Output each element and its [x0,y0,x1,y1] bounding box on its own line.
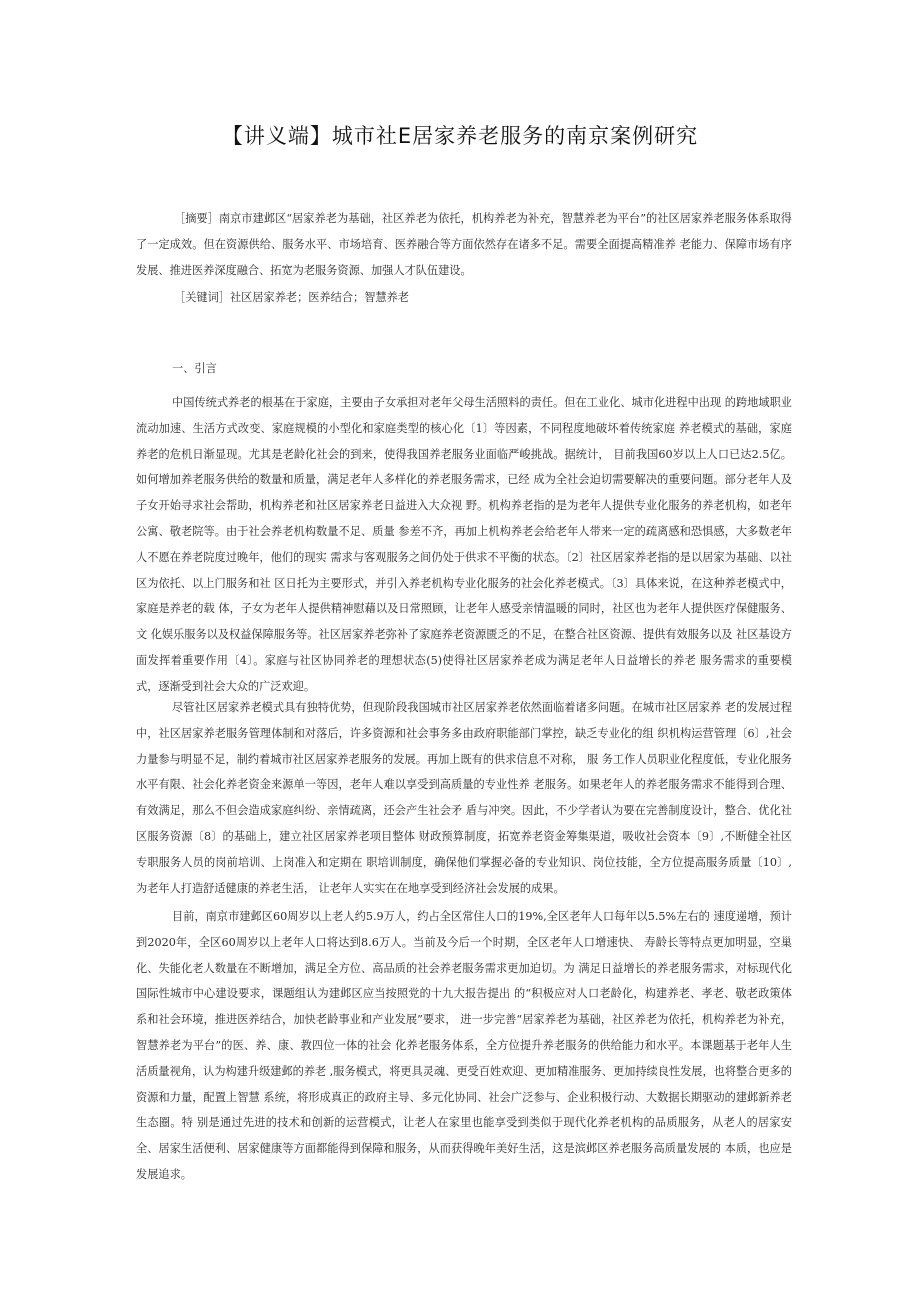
body-paragraph-3: 目前，南京市建邺区60周岁以上老人约5.9万人，约占全区常住人口的19%,全区老年人口每年以5.5%左右的 速度递增，预计到2020年，全区60周岁以上老年人口将达到8.6万人。当前及今后一个时期，全区老年人口增速快、 寿龄长等特点更加明显，空巢化、失能化老人数量在不断增加，满足全方位、高品质的社会养老服务需求更加迫切。为 满足日益增长的养老服务需求，对标现代化国际性城市中心建设要求，课题组认为建邺区应当按照党的十九大报告提出 的“积极应对人口老龄化，构建养老、孝老、敬老政策体系和社会环境，推进医养结合，加快老龄事业和产业发展”要求， 进一步完善“居家养老为基础，社区养老为依托，机构养老为补充，智慧养老为平台”的医、养、康、教四位一体的社会 化养老服务体系，全方位提升养老服务的供给能力和水平。本课题基于老年人生活质量视角，认为构建升级建邺的养老 ,服务模式，将更具灵魂、更受百姓欢迎、更加精准服务、更加持续良性发展，也将整合更多的资源和力量，配置上智慧 系统，将形成真正的政府主导、多元化协同、社会广泛参与、企业积极行动、大数据长期驱动的建邺新养老生态圈。特 别是通过先进的技术和创新的运营模式，让老人在家里也能享受到类似于现代化养老机构的品质服务，从老人的居家安 全、居家生活便利、居家健康等方面都能得到保障和服务，从而获得晚年美好生活，这是滨邺区养老服务高质量发展的 本质，也应是发展追求。 [136,910,792,1181]
document-title: 【讲义端】城市社E居家养老服务的南京案例研究 [221,124,699,148]
keywords: ［关键词］社区居家养老；医养结合；智慧养老 [174,291,409,304]
body-paragraph-2: 尽管社区居家养老模式具有独特优势，但现阶段我国城市社区居家养老依然面临着诸多问题。在城市社区居家养 老的发展过程中，社区居家养老服务管理体制和对落后，许多资源和社会事务多由政府职能部门掌控，缺乏专业化的组 织机构运营管理〔6〕,社会力量参与明显不足，制约着城市社区居家养老服务的发展。再加上既有的供求信息不对称， 服 务工作人员职业化程度低，专业化服务水平有限、社会化养老资金来源单一等因，老年人难以享受到高质量的专业性养 老服务。如果老年人的养老服务需求不能得到合理、有效满足，那么不但会造成家庭纠纷、亲情疏离，还会产生社会矛 盾与冲突。因此，不少学者认为要在完善制度设计，整合、优化社区服务资源〔8〕的基础上，建立社区居家养老项目整体 财政预算制度，拓宽养老资金筹集渠道，吸收社会资本〔9〕,不断健全社区专职服务人员的岗前培训、上岗准入和定期在 职培训制度，确保他们掌握必备的专业知识、岗位技能，全方位提高服务质量〔10〕,为老年人打造舒适健康的养老生活， 让老年人实实在在地享受到经济社会发展的成果。 [136,701,792,895]
abstract: ［摘要］南京市建邺区“居家养老为基础，社区养老为依托，机构养老为补充，智慧养老为平台”的社区居家养老服务体系取得了一定成效。但在资源供给、服务水平、市场培育、医养融合等方面依然存在诸多不足。需要全面提高精准养 老能力、保障市场有序发展、推进医养深度融合、拓宽为老服务资源、加强人才队伍建设。 [136,212,792,277]
body-paragraph-1: 中国传统式养老的根基在于家庭，主要由子女承担对老年父母生活照料的责任。但在工业化、城市化进程中出现 的跨地域职业流动加速、生活方式改变、家庭规模的小型化和家庭类型的核心化〔1〕等因素，不同程度地破坏着传统家庭 养老模式的基础，家庭养老的危机日渐显现。尤其是老龄化社会的到来，使得我国养老服务业面临严峻挑战。据统计， 目前我国60岁以上人口已达2.5亿。如何增加养老服务供给的数量和质量，满足老年人多样化的养老服务需求，已经 成为全社会迫切需要解决的重要问题。部分老年人及子女开始寻求社会帮助，机构养老和社区居家养老日益进入大众视 野。机构养老指的是为老年人提供专业化服务的养老机构，如老年公寓、敬老院等。由于社会养老机构数量不足、质量 参差不齐，再加上机构养老会给老年人带来一定的疏离感和恐惧感，大多数老年人不愿在养老院度过晚年，他们的现实 需求与客观服务之间仍处于供求不平衡的状态。〔2〕社区居家养老指的是以居家为基础、以社区为依托、以上门服务和社 区日托为主要形式，并引入养老机构专业化服务的社会化养老模式。〔3〕具体来说，在这种养老模式中，家庭是养老的载 体，子女为老年人提供精神慰藉以及日常照顾，让老年人感受亲情温暖的同时，社区也为老年人提供医疗保健服务、文 化娱乐服务以及权益保障服务等。社区居家养老弥补了家庭养老资源匮乏的不足，在整合社区资源、提供有效服务以及 社区基设方面发挥着重要作用〔4〕。家庭与社区协同养老的理想状态(5)使得社区居家养老成为满足老年人日益增长的养老 服务需求的重要模式，逐渐受到社会大众的广泛欢迎。 [136,396,792,693]
section-heading: 一、引言 [172,362,217,375]
